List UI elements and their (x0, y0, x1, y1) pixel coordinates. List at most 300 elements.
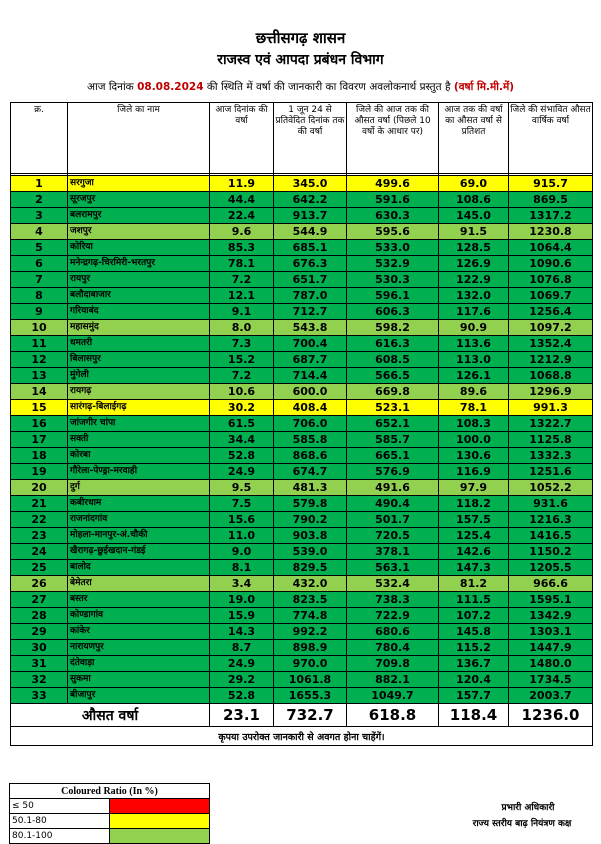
row-percent: 132.0 (439, 288, 509, 304)
row-percent: 90.9 (439, 320, 509, 336)
row-annual: 1205.5 (509, 560, 593, 576)
row-avg-to-date: 576.9 (347, 464, 439, 480)
row-percent: 78.1 (439, 400, 509, 416)
row-annual: 1090.6 (509, 256, 593, 272)
row-sn: 31 (11, 656, 68, 672)
row-district-name: महासमुंद (68, 320, 210, 336)
table-row (11, 512, 593, 528)
row-avg-to-date: 780.4 (347, 640, 439, 656)
row-percent: 111.5 (439, 592, 509, 608)
row-since-june: 685.1 (274, 240, 347, 256)
row-district-name: खैरागढ़-छुईखदान-गंडई (68, 544, 210, 560)
row-sn: 28 (11, 608, 68, 624)
row-avg-to-date: 532.4 (347, 576, 439, 592)
row-percent: 108.6 (439, 192, 509, 208)
col-header-district: जिले का नाम (68, 103, 210, 174)
row-today: 11.9 (210, 176, 274, 192)
row-annual: 1068.8 (509, 368, 593, 384)
average-avg-to-date: 618.8 (347, 704, 439, 727)
row-since-june: 1655.3 (274, 688, 347, 704)
table-row (11, 176, 593, 192)
row-percent: 89.6 (439, 384, 509, 400)
row-today: 29.2 (210, 672, 274, 688)
table-row (11, 448, 593, 464)
row-sn: 12 (11, 352, 68, 368)
row-percent: 118.2 (439, 496, 509, 512)
row-since-june: 700.4 (274, 336, 347, 352)
row-today: 9.0 (210, 544, 274, 560)
row-since-june: 481.3 (274, 480, 347, 496)
row-annual: 1317.2 (509, 208, 593, 224)
row-since-june: 642.2 (274, 192, 347, 208)
row-percent: 115.2 (439, 640, 509, 656)
row-percent: 120.4 (439, 672, 509, 688)
legend-swatch-yellow (110, 814, 210, 829)
row-percent: 69.0 (439, 176, 509, 192)
row-avg-to-date: 722.9 (347, 608, 439, 624)
row-district-name: कोण्डागांव (68, 608, 210, 624)
row-sn: 17 (11, 432, 68, 448)
row-since-june: 676.3 (274, 256, 347, 272)
row-avg-to-date: 738.3 (347, 592, 439, 608)
table-row (11, 576, 593, 592)
row-avg-to-date: 595.6 (347, 224, 439, 240)
row-percent: 126.9 (439, 256, 509, 272)
table-row (11, 464, 593, 480)
row-avg-to-date: 499.6 (347, 176, 439, 192)
row-since-june: 600.0 (274, 384, 347, 400)
row-today: 34.4 (210, 432, 274, 448)
row-sn: 18 (11, 448, 68, 464)
row-avg-to-date: 680.6 (347, 624, 439, 640)
row-annual: 1595.1 (509, 592, 593, 608)
table-row (11, 288, 593, 304)
row-percent: 122.9 (439, 272, 509, 288)
row-today: 10.6 (210, 384, 274, 400)
row-annual: 1216.3 (509, 512, 593, 528)
table-row (11, 480, 593, 496)
row-since-june: 432.0 (274, 576, 347, 592)
row-district-name: दुर्ग (68, 480, 210, 496)
row-sn: 16 (11, 416, 68, 432)
legend-title: Coloured Ratio (In %) (10, 784, 210, 799)
row-avg-to-date: 378.1 (347, 544, 439, 560)
color-legend (9, 783, 210, 844)
table-row (11, 336, 593, 352)
row-avg-to-date: 669.8 (347, 384, 439, 400)
legend-item (10, 814, 210, 829)
row-since-june: 706.0 (274, 416, 347, 432)
row-district-name: मोहला-मानपुर-अं.चौकी (68, 528, 210, 544)
table-row (11, 384, 593, 400)
row-avg-to-date: 530.3 (347, 272, 439, 288)
row-avg-to-date: 566.5 (347, 368, 439, 384)
row-annual: 1332.3 (509, 448, 593, 464)
row-avg-to-date: 598.2 (347, 320, 439, 336)
row-district-name: कबीरधाम (68, 496, 210, 512)
row-sn: 33 (11, 688, 68, 704)
table-row (11, 624, 593, 640)
row-annual: 1064.4 (509, 240, 593, 256)
row-avg-to-date: 709.8 (347, 656, 439, 672)
row-today: 8.1 (210, 560, 274, 576)
report-date: 08.08.2024 (137, 81, 204, 93)
row-avg-to-date: 533.0 (347, 240, 439, 256)
row-annual: 1150.2 (509, 544, 593, 560)
average-percent: 118.4 (439, 704, 509, 727)
row-district-name: सक्ती (68, 432, 210, 448)
row-annual: 966.6 (509, 576, 593, 592)
row-today: 8.7 (210, 640, 274, 656)
subtitle-prefix: आज दिनांक (86, 81, 134, 93)
row-today: 52.8 (210, 688, 274, 704)
row-district-name: गौरेला-पेण्ड्रा-मरवाही (68, 464, 210, 480)
row-annual: 1256.4 (509, 304, 593, 320)
table-row (11, 656, 593, 672)
row-annual: 1352.4 (509, 336, 593, 352)
average-today: 23.1 (210, 704, 274, 727)
row-sn: 21 (11, 496, 68, 512)
col-header-since-june: 1 जून 24 से प्रतिवेदित दिनांक तक की वर्षा (274, 103, 347, 174)
row-annual: 1480.0 (509, 656, 593, 672)
row-since-june: 1061.8 (274, 672, 347, 688)
row-percent: 157.7 (439, 688, 509, 704)
row-sn: 9 (11, 304, 68, 320)
subtitle-text: की स्थिति में वर्षा की जानकारी का विवरण अवलोकनार्थ प्रस्तुत है (206, 81, 451, 93)
row-avg-to-date: 616.3 (347, 336, 439, 352)
row-since-june: 898.9 (274, 640, 347, 656)
table-row (11, 496, 593, 512)
average-since-june: 732.7 (274, 704, 347, 727)
table-row (11, 560, 593, 576)
row-since-june: 992.2 (274, 624, 347, 640)
row-annual: 1303.1 (509, 624, 593, 640)
government-title: छत्तीसगढ़ शासन (255, 29, 346, 47)
col-header-annual: जिले की संभावित औसत वार्षिक वर्षा (509, 103, 593, 174)
row-since-june: 868.6 (274, 448, 347, 464)
row-annual: 869.5 (509, 192, 593, 208)
row-avg-to-date: 720.5 (347, 528, 439, 544)
row-today: 11.0 (210, 528, 274, 544)
legend-item (10, 829, 210, 844)
row-sn: 10 (11, 320, 68, 336)
row-sn: 24 (11, 544, 68, 560)
row-percent: 145.8 (439, 624, 509, 640)
row-today: 30.2 (210, 400, 274, 416)
row-percent: 126.1 (439, 368, 509, 384)
row-sn: 3 (11, 208, 68, 224)
row-sn: 14 (11, 384, 68, 400)
row-annual: 915.7 (509, 176, 593, 192)
row-today: 85.3 (210, 240, 274, 256)
table-row (11, 256, 593, 272)
table-row (11, 640, 593, 656)
row-percent: 125.4 (439, 528, 509, 544)
row-sn: 26 (11, 576, 68, 592)
row-since-june: 345.0 (274, 176, 347, 192)
row-sn: 2 (11, 192, 68, 208)
note-text: कृपया उपरोक्त जानकारी से अवगत होना चाहेंगें। (11, 727, 593, 746)
row-since-june: 544.9 (274, 224, 347, 240)
row-percent: 91.5 (439, 224, 509, 240)
table-row (11, 368, 593, 384)
row-today: 24.9 (210, 464, 274, 480)
report-subtitle (0, 80, 601, 94)
officer-department: राज्य स्तरीय बाढ़ नियंत्रण कक्ष (472, 819, 572, 829)
note-row (11, 727, 593, 746)
row-since-june: 970.0 (274, 656, 347, 672)
row-avg-to-date: 665.1 (347, 448, 439, 464)
row-sn: 30 (11, 640, 68, 656)
row-percent: 142.6 (439, 544, 509, 560)
table-row (11, 240, 593, 256)
row-percent: 113.0 (439, 352, 509, 368)
row-since-june: 903.8 (274, 528, 347, 544)
table-row (11, 608, 593, 624)
legend-swatch-lightgreen (110, 829, 210, 844)
row-percent: 100.0 (439, 432, 509, 448)
row-sn: 11 (11, 336, 68, 352)
row-district-name: मुंगेली (68, 368, 210, 384)
row-percent: 147.3 (439, 560, 509, 576)
row-annual: 1342.9 (509, 608, 593, 624)
table-row (11, 416, 593, 432)
row-annual: 2003.7 (509, 688, 593, 704)
row-percent: 108.3 (439, 416, 509, 432)
legend-label: 80.1-100 (10, 829, 110, 844)
row-today: 61.5 (210, 416, 274, 432)
legend-label: ≤ 50 (10, 799, 110, 814)
row-sn: 22 (11, 512, 68, 528)
row-avg-to-date: 606.3 (347, 304, 439, 320)
row-sn: 23 (11, 528, 68, 544)
table-row (11, 432, 593, 448)
row-since-june: 651.7 (274, 272, 347, 288)
row-sn: 32 (11, 672, 68, 688)
average-annual: 1236.0 (509, 704, 593, 727)
row-today: 24.9 (210, 656, 274, 672)
row-district-name: बलौदाबाजार (68, 288, 210, 304)
col-header-percent: आज तक की वर्षा का औसत वर्षा से प्रतिशत (439, 103, 509, 174)
table-row (11, 544, 593, 560)
legend-item (10, 799, 210, 814)
row-since-june: 774.8 (274, 608, 347, 624)
row-avg-to-date: 585.7 (347, 432, 439, 448)
row-district-name: सारंगढ़-बिलाईगढ़ (68, 400, 210, 416)
row-today: 78.1 (210, 256, 274, 272)
row-district-name: दंतेवाड़ा (68, 656, 210, 672)
row-since-june: 823.5 (274, 592, 347, 608)
row-avg-to-date: 501.7 (347, 512, 439, 528)
row-percent: 113.6 (439, 336, 509, 352)
row-percent: 128.5 (439, 240, 509, 256)
row-annual: 1097.2 (509, 320, 593, 336)
row-today: 14.3 (210, 624, 274, 640)
row-avg-to-date: 596.1 (347, 288, 439, 304)
row-since-june: 790.2 (274, 512, 347, 528)
row-since-june: 829.5 (274, 560, 347, 576)
row-percent: 136.7 (439, 656, 509, 672)
row-percent: 107.2 (439, 608, 509, 624)
table-row (11, 192, 593, 208)
row-percent: 130.6 (439, 448, 509, 464)
row-since-june: 579.8 (274, 496, 347, 512)
row-district-name: कांकेर (68, 624, 210, 640)
row-percent: 116.9 (439, 464, 509, 480)
row-percent: 117.6 (439, 304, 509, 320)
row-since-june: 913.7 (274, 208, 347, 224)
row-avg-to-date: 490.4 (347, 496, 439, 512)
row-since-june: 787.0 (274, 288, 347, 304)
row-percent: 97.9 (439, 480, 509, 496)
legend-swatch-red (110, 799, 210, 814)
row-since-june: 714.4 (274, 368, 347, 384)
row-percent: 81.2 (439, 576, 509, 592)
table-row (11, 592, 593, 608)
row-annual: 1076.8 (509, 272, 593, 288)
col-header-today: आज दिनांक की वर्षा (210, 103, 274, 174)
row-district-name: मनेन्द्रगढ़-चिरमिरी-भरतपुर (68, 256, 210, 272)
row-since-june: 543.8 (274, 320, 347, 336)
row-district-name: बिलासपुर (68, 352, 210, 368)
table-row (11, 688, 593, 704)
table-row (11, 400, 593, 416)
row-district-name: बलरामपुर (68, 208, 210, 224)
row-percent: 157.5 (439, 512, 509, 528)
row-district-name: कोरबा (68, 448, 210, 464)
table-row (11, 272, 593, 288)
row-district-name: राजनांदगांव (68, 512, 210, 528)
row-today: 15.9 (210, 608, 274, 624)
row-avg-to-date: 591.6 (347, 192, 439, 208)
col-header-avg-to-date: जिले की आज तक की औसत वर्षा (पिछले 10 वर्षो के आधार पर) (347, 103, 439, 174)
row-annual: 1125.8 (509, 432, 593, 448)
row-avg-to-date: 630.3 (347, 208, 439, 224)
row-sn: 29 (11, 624, 68, 640)
row-district-name: धमतरी (68, 336, 210, 352)
row-district-name: बालोद (68, 560, 210, 576)
row-sn: 13 (11, 368, 68, 384)
table-row (11, 208, 593, 224)
row-since-june: 687.7 (274, 352, 347, 368)
row-sn: 27 (11, 592, 68, 608)
row-today: 15.6 (210, 512, 274, 528)
row-sn: 4 (11, 224, 68, 240)
row-district-name: सुकमा (68, 672, 210, 688)
row-today: 22.4 (210, 208, 274, 224)
table-row (11, 320, 593, 336)
row-district-name: जशपुर (68, 224, 210, 240)
row-since-june: 585.8 (274, 432, 347, 448)
row-sn: 1 (11, 176, 68, 192)
row-since-june: 674.7 (274, 464, 347, 480)
row-sn: 8 (11, 288, 68, 304)
row-annual: 991.3 (509, 400, 593, 416)
row-annual: 931.6 (509, 496, 593, 512)
row-avg-to-date: 882.1 (347, 672, 439, 688)
row-today: 7.2 (210, 272, 274, 288)
col-header-sn: क्र. (11, 103, 68, 174)
row-district-name: बस्तर (68, 592, 210, 608)
row-since-june: 712.7 (274, 304, 347, 320)
rainfall-table (10, 102, 593, 746)
row-avg-to-date: 652.1 (347, 416, 439, 432)
row-district-name: गरियाबंद (68, 304, 210, 320)
row-today: 12.1 (210, 288, 274, 304)
table-row (11, 304, 593, 320)
row-district-name: सूरजपुर (68, 192, 210, 208)
row-annual: 1069.7 (509, 288, 593, 304)
row-annual: 1296.9 (509, 384, 593, 400)
department-title: राजस्व एवं आपदा प्रबंधन विभाग (217, 52, 384, 68)
row-district-name: नारायणपुर (68, 640, 210, 656)
row-annual: 1212.9 (509, 352, 593, 368)
row-today: 15.2 (210, 352, 274, 368)
row-today: 7.2 (210, 368, 274, 384)
table-row (11, 352, 593, 368)
row-district-name: बीजापुर (68, 688, 210, 704)
row-sn: 6 (11, 256, 68, 272)
row-annual: 1416.5 (509, 528, 593, 544)
average-label: औसत वर्षा (11, 704, 210, 727)
row-district-name: रायपुर (68, 272, 210, 288)
row-today: 9.6 (210, 224, 274, 240)
row-avg-to-date: 532.9 (347, 256, 439, 272)
row-district-name: सरगुजा (68, 176, 210, 192)
table-header (11, 103, 593, 174)
row-avg-to-date: 563.1 (347, 560, 439, 576)
unit-label: (वर्षा मि.मी.में) (453, 81, 515, 93)
row-sn: 20 (11, 480, 68, 496)
row-annual: 1447.9 (509, 640, 593, 656)
row-district-name: रायगढ़ (68, 384, 210, 400)
row-sn: 5 (11, 240, 68, 256)
row-annual: 1734.5 (509, 672, 593, 688)
row-today: 7.5 (210, 496, 274, 512)
row-avg-to-date: 523.1 (347, 400, 439, 416)
table-row (11, 224, 593, 240)
row-sn: 19 (11, 464, 68, 480)
row-today: 52.8 (210, 448, 274, 464)
officer-title: प्रभारी अधिकारी (501, 803, 555, 813)
row-avg-to-date: 491.6 (347, 480, 439, 496)
row-sn: 7 (11, 272, 68, 288)
row-since-june: 539.0 (274, 544, 347, 560)
row-avg-to-date: 608.5 (347, 352, 439, 368)
row-today: 8.0 (210, 320, 274, 336)
table-row (11, 672, 593, 688)
table-row (11, 528, 593, 544)
row-today: 9.1 (210, 304, 274, 320)
row-sn: 25 (11, 560, 68, 576)
row-annual: 1052.2 (509, 480, 593, 496)
row-sn: 15 (11, 400, 68, 416)
row-today: 9.5 (210, 480, 274, 496)
row-district-name: जांजगीर चांपा (68, 416, 210, 432)
row-district-name: कोरिया (68, 240, 210, 256)
row-since-june: 408.4 (274, 400, 347, 416)
row-today: 7.3 (210, 336, 274, 352)
average-row (11, 704, 593, 727)
row-today: 44.4 (210, 192, 274, 208)
row-annual: 1230.8 (509, 224, 593, 240)
row-avg-to-date: 1049.7 (347, 688, 439, 704)
row-percent: 145.0 (439, 208, 509, 224)
row-district-name: बेमेतरा (68, 576, 210, 592)
legend-label: 50.1-80 (10, 814, 110, 829)
row-annual: 1322.7 (509, 416, 593, 432)
row-today: 19.0 (210, 592, 274, 608)
